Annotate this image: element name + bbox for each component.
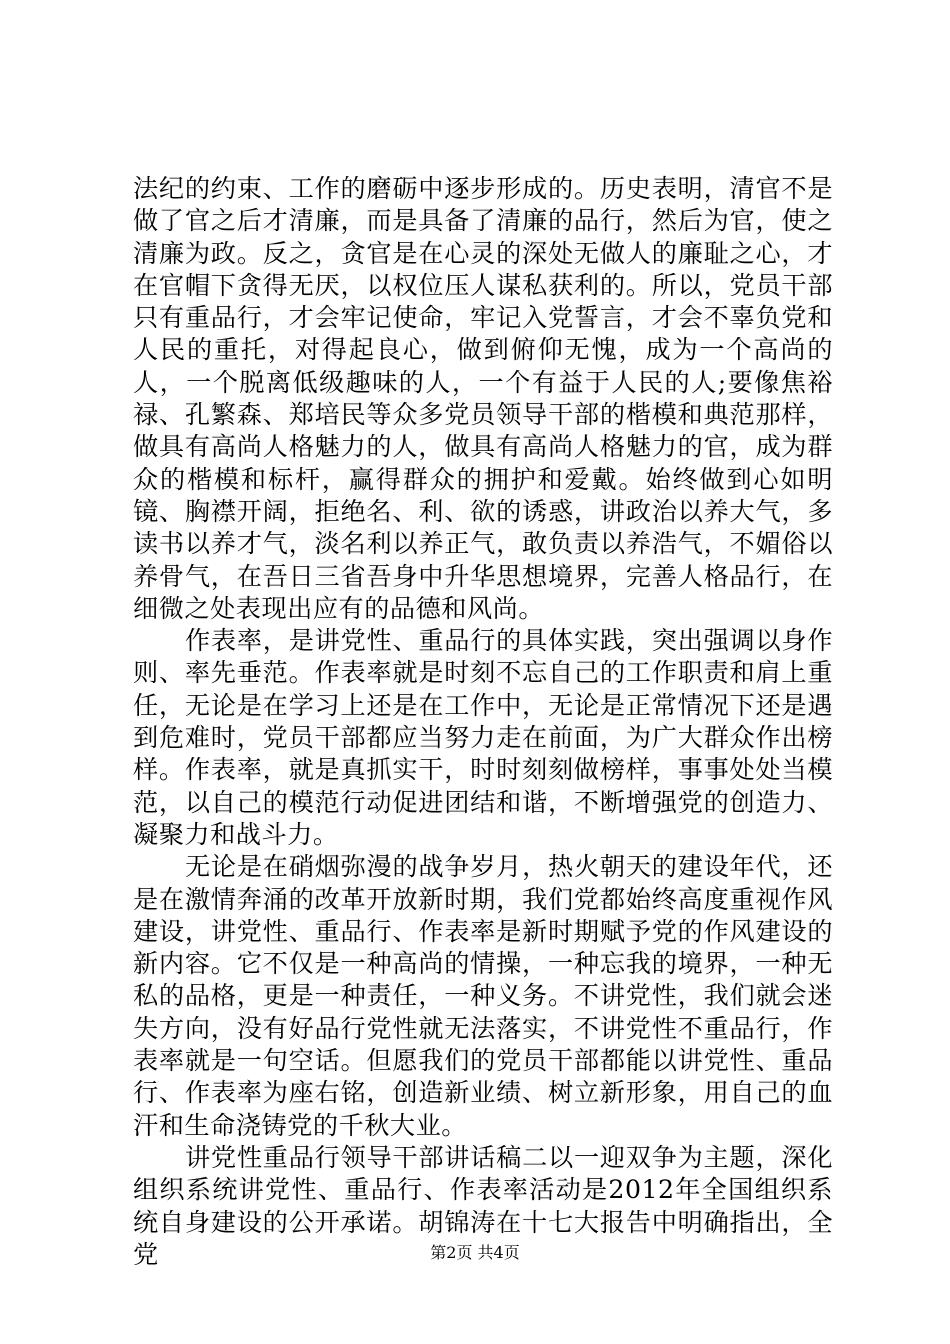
page-number-footer: 第2页 共4页 xyxy=(430,1243,520,1262)
paragraph-4: 讲党性重品行领导干部讲话稿二以一迎双争为主题，深化组织系统讲党性、重品行、作表率活动是2012年全国组织系统自身建设的公开承诺。胡锦涛在十七大报告中明确指出，全党 xyxy=(133,1142,833,1269)
paragraph-1: 法纪的约束、工作的磨砺中逐步形成的。历史表明，清官不是做了官之后才清廉，而是具备了清廉的品行，然后为官，使之清廉为政。反之，贪官是在心灵的深处无做人的廉耻之心，才在官帽下贪得无厌，以权位压人谋私获利的。所以，党员干部只有重品行，才会牢记使命，牢记入党誓言，才会不辜负党和人民的重托，对得起良心，做到俯仰无愧，成为一个高尚的人，一个脱离低级趣味的人，一个有益于人民的人;要像焦裕禄、孔繁森、郑培民等众多党员领导干部的楷模和典范那样，做具有高尚人格魅力的人，做具有高尚人格魅力的官，成为群众的楷模和标杆，赢得群众的拥护和爱戴。始终做到心如明镜、胸襟开阔，拒绝名、利、欲的诱惑，讲政治以养大气，多读书以养才气，淡名利以养正气，敢负责以养浩气，不媚俗以养骨气，在吾日三省吾身中升华思想境界，完善人格品行，在细微之处表现出应有的品德和风尚。 xyxy=(133,174,833,623)
paragraph-2: 作表率，是讲党性、重品行的具体实践，突出强调以身作则、率先垂范。作表率就是时刻不忘自己的工作职责和肩上重任，无论是在学习上还是在工作中，无论是正常情况下还是遇到危难时，党员干部都应当努力走在前面，为广大群众作出榜样。作表率，就是真抓实干，时时刻刻做榜样，事事处处当模范，以自己的模范行动促进团结和谐，不断增强党的创造力、凝聚力和战斗力。 xyxy=(133,626,833,849)
document-body xyxy=(133,173,833,1271)
paragraph-3: 无论是在硝烟弥漫的战争岁月，热火朝天的建设年代，还是在激情奔涌的改革开放新时期，我们党都始终高度重视作风建设，讲党性、重品行、作表率是新时期赋予党的作风建设的新内容。它不仅是一种高尚的情操，一种忘我的境界，一种无私的品格，更是一种责任，一种义务。不讲党性，我们就会迷失方向，没有好品行党性就无法落实，不讲党性不重品行，作表率就是一句空话。但愿我们的党员干部都能以讲党性、重品行、作表率为座右铭，创造新业绩、树立新形象，用自己的血汗和生命浇铸党的千秋大业。 xyxy=(133,852,833,1140)
